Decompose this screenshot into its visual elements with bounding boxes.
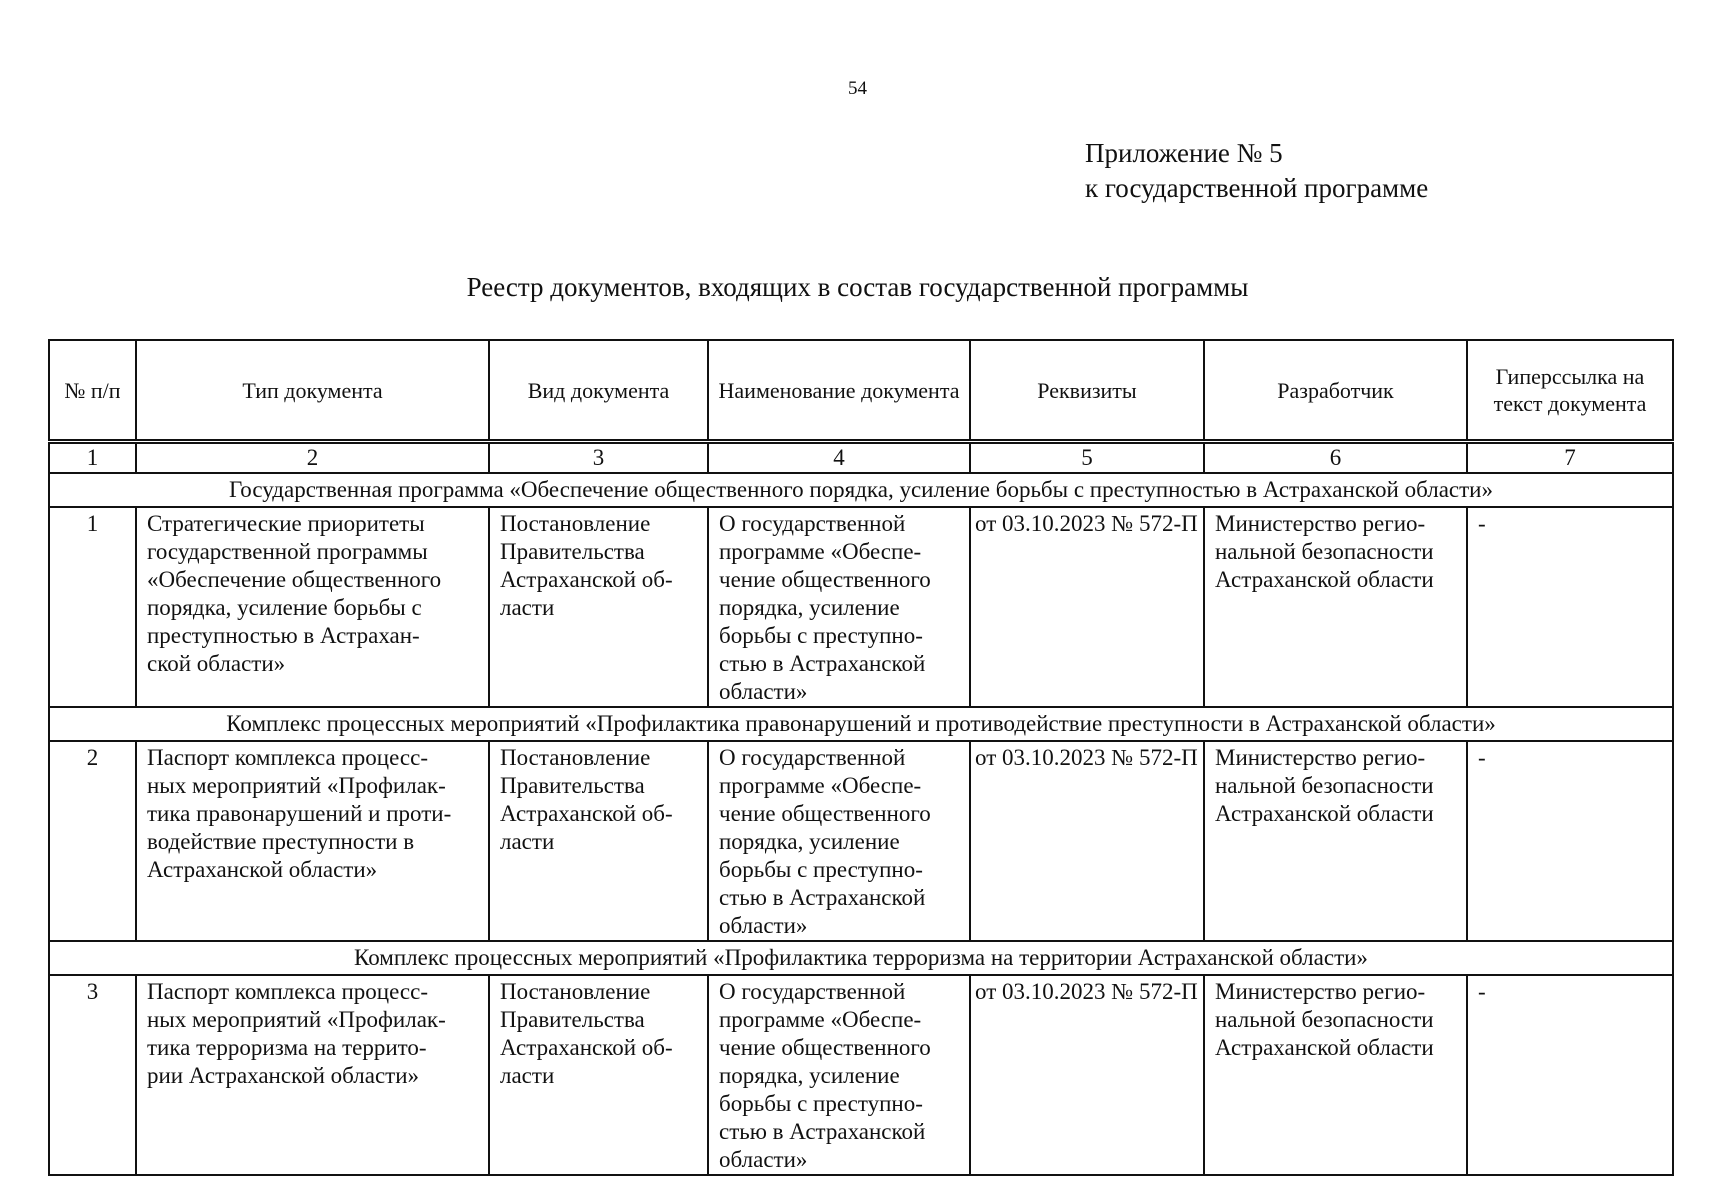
- developer-cell: Министерство регио- нальной безопасности Астраханской области: [1204, 507, 1467, 707]
- header-hyperlink: Гиперссылка на текст документа: [1467, 340, 1673, 442]
- column-number: 6: [1204, 442, 1467, 474]
- section-row: [49, 473, 1673, 507]
- row-number: 2: [49, 741, 136, 941]
- column-number: 5: [970, 442, 1204, 474]
- developer-cell: Министерство регио- нальной безопасности Астраханской области: [1204, 975, 1467, 1175]
- section-row: [49, 941, 1673, 975]
- requisites-cell: от 03.10.2023 № 572-П: [970, 741, 1204, 941]
- header-developer: Разработчик: [1204, 340, 1467, 442]
- column-number: 1: [49, 442, 136, 474]
- registry-table: [48, 339, 1674, 1176]
- doc-type-cell: Стратегические приоритеты государственной программы «Обеспечение общественного порядка, усиление борьбы с преступностью в Астрахан- ской области»: [136, 507, 489, 707]
- column-number: 2: [136, 442, 489, 474]
- requisites-cell: от 03.10.2023 № 572-П: [970, 975, 1204, 1175]
- section-title: Государственная программа «Обеспечение общественного порядка, усиление борьбы с преступностью в Астраханской области»: [49, 473, 1673, 507]
- developer-cell: Министерство регио- нальной безопасности Астраханской области: [1204, 741, 1467, 941]
- doc-kind-cell: Постановление Правительства Астраханской об- ласти: [489, 975, 708, 1175]
- appendix-note: [1085, 136, 1428, 206]
- header-requisites: Реквизиты: [970, 340, 1204, 442]
- header-doc-kind: Вид документа: [489, 340, 708, 442]
- appendix-line-2: к государственной программе: [1085, 173, 1429, 203]
- table-row: [49, 741, 1673, 941]
- doc-kind-cell: Постановление Правительства Астраханской об- ласти: [489, 507, 708, 707]
- column-number: 4: [708, 442, 970, 474]
- row-number: 3: [49, 975, 136, 1175]
- header-doc-name: Наименование документа: [708, 340, 970, 442]
- table-row: [49, 975, 1673, 1175]
- doc-type-cell: Паспорт комплекса процесс- ных мероприятий «Профилак- тика правонарушений и проти- водействие преступности в Астраханской области»: [136, 741, 489, 941]
- section-title: Комплекс процессных мероприятий «Профилактика правонарушений и противодействие преступности в Астраханской области»: [49, 707, 1673, 741]
- document-title: Реестр документов, входящих в состав государственной программы: [466, 272, 1249, 302]
- doc-name-cell: О государственной программе «Обеспе- чение общественного порядка, усиление борьбы с преступно- стью в Астраханской области»: [708, 975, 970, 1175]
- header-row: [49, 340, 1673, 442]
- appendix-line-1: Приложение № 5: [1085, 138, 1283, 168]
- table-row: [49, 507, 1673, 707]
- hyperlink-cell: -: [1467, 741, 1673, 941]
- section-row: [49, 707, 1673, 741]
- page-number: 54: [848, 78, 867, 99]
- hyperlink-cell: -: [1467, 507, 1673, 707]
- doc-name-cell: О государственной программе «Обеспе- чение общественного порядка, усиление борьбы с преступно- стью в Астраханской области»: [708, 741, 970, 941]
- column-numbers-row: [49, 442, 1673, 474]
- hyperlink-cell: -: [1467, 975, 1673, 1175]
- column-number: 7: [1467, 442, 1673, 474]
- column-number: 3: [489, 442, 708, 474]
- section-title: Комплекс процессных мероприятий «Профилактика терроризма на территории Астраханской области»: [49, 941, 1673, 975]
- requisites-cell: от 03.10.2023 № 572-П: [970, 507, 1204, 707]
- doc-kind-cell: Постановление Правительства Астраханской об- ласти: [489, 741, 708, 941]
- header-doc-type: Тип документа: [136, 340, 489, 442]
- header-num: № п/п: [49, 340, 136, 442]
- doc-type-cell: Паспорт комплекса процесс- ных мероприятий «Профилак- тика терроризма на террито- рии Астраханской области»: [136, 975, 489, 1175]
- row-number: 1: [49, 507, 136, 707]
- doc-name-cell: О государственной программе «Обеспе- чение общественного порядка, усиление борьбы с преступно- стью в Астраханской области»: [708, 507, 970, 707]
